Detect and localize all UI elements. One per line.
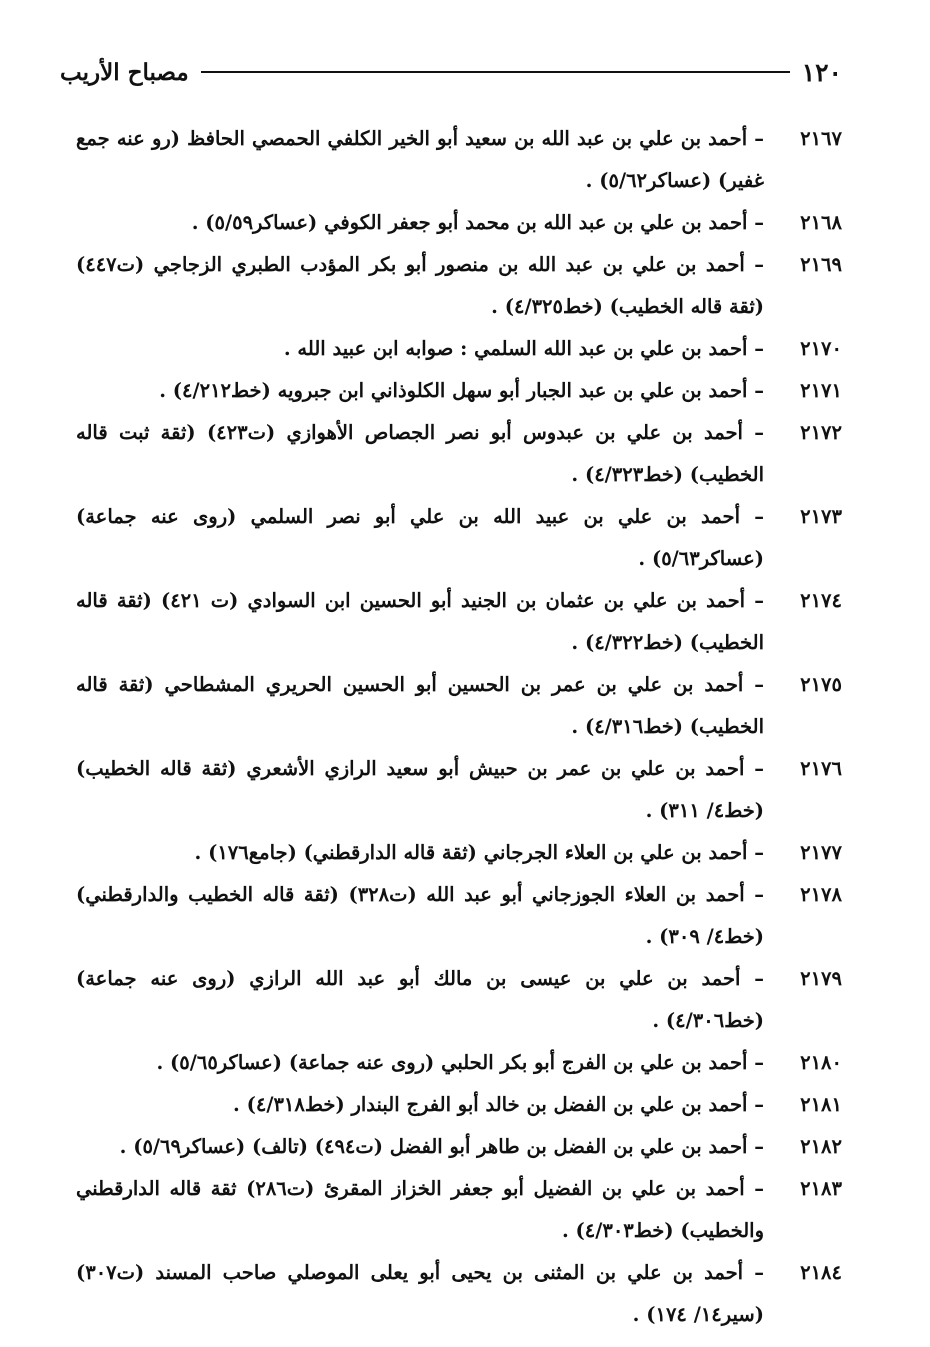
entry-number: ٢١٧٧: [800, 841, 842, 864]
entry-number: ٢١٨١: [800, 1093, 842, 1116]
entry-text: – أحمد بن علي بن الفضل بن خالد أبو الفرج البندار (خط٤/٣١٨) .: [233, 1093, 764, 1116]
entry-text: – أحمد بن العلاء الجوزجاني أبو عبد الله (ت٣٢٨) (ثقة قاله الخطيب والدارقطني) (خط٤/ ٣٠٩) .: [76, 883, 765, 948]
list-item: [76, 244, 842, 328]
list-item: [76, 1252, 842, 1336]
entry-number: ٢١٦٨: [800, 211, 842, 234]
list-item: [76, 370, 842, 412]
entry-text: – أحمد بن علي بن عبد الله السلمي : صوابه ابن عبيد الله .: [283, 337, 764, 360]
entry-number: ٢١٨٠: [800, 1051, 842, 1074]
entry-text: – أحمد بن علي بن عبد الله بن سعيد أبو الخير الكلفي الحمصي الحافظ (رو عنه جمع غفير) (عساكر٥/٦٢) .: [76, 127, 764, 192]
entry-number: ٢١٧٩: [800, 967, 842, 990]
list-item: [76, 958, 842, 1042]
entry-number: ٢١٧١: [800, 379, 842, 402]
list-item: [76, 664, 842, 748]
entry-text: – أحمد بن علي بن العلاء الجرجاني (ثقة قاله الدارقطني) (جامع١٧٦) .: [194, 841, 764, 864]
entry-number: ٢١٧٠: [800, 337, 842, 360]
entry-number: ٢١٧٨: [800, 883, 843, 906]
entry-text: – أحمد بن علي بن عمر بن حبيش أبو سعيد الرازي الأشعري (ثقة قاله الخطيب) (خط٤/ ٣١١) .: [76, 757, 764, 822]
list-item: [76, 118, 842, 202]
list-item: [76, 1084, 842, 1126]
page-number: ١٢٠: [801, 57, 842, 87]
entry-number: ٢١٨٢: [800, 1135, 842, 1158]
entry-text: – أحمد بن علي بن عمر بن الحسين أبو الحسين الحريري المشطاحي (ثقة قاله الخطيب) (خط٤/٣١٦) .: [76, 673, 764, 738]
entry-number: ٢١٦٧: [800, 127, 842, 150]
entry-number: ٢١٨٤: [800, 1261, 842, 1284]
list-item: [76, 496, 842, 580]
entry-text: – أحمد بن علي بن عبد الجبار أبو سهل الكلوذاني ابن جبرويه (خط٤/٢١٢) .: [159, 379, 764, 402]
entry-number: ٢١٨٣: [800, 1177, 842, 1200]
entry-number: ٢١٧٦: [800, 757, 842, 780]
list-item: [76, 1042, 842, 1084]
entry-number: ٢١٧٣: [800, 505, 842, 528]
entries-list: [76, 118, 842, 1336]
entry-text: – أحمد بن علي بن عبيد الله بن علي أبو نصر السلمي (روى عنه جماعة) (عساكر٥/٦٣) .: [76, 505, 764, 570]
entry-text: – أحمد بن علي بن عبد الله بن محمد أبو جعفر الكوفي (عساكر٥/٥٩) .: [191, 211, 764, 234]
list-item: [76, 1126, 842, 1168]
entry-number: ٢١٦٩: [800, 253, 842, 276]
list-item: [76, 1168, 842, 1252]
entry-text: – أحمد بن علي بن عبدوس أبو نصر الجصاص الأهوازي (ت٤٢٣) (ثقة ثبت قاله الخطيب) (خط٤/٣٢٣) .: [76, 421, 764, 486]
entry-text: – أحمد بن علي بن الفضل بن طاهر أبو الفضل (ت٤٩٤) (تالف) (عساكر٥/٦٩) .: [119, 1135, 764, 1158]
book-title: مصباح الأريب: [60, 58, 189, 86]
entry-number: ٢١٧٤: [800, 589, 843, 612]
entry-text: – أحمد بن علي بن الفرج أبو بكر الحلبي (روى عنه جماعة) (عساكر٥/٦٥) .: [156, 1051, 764, 1074]
list-item: [76, 328, 842, 370]
header-rule: [201, 71, 790, 73]
entry-text: – أحمد بن علي بن الفضيل أبو جعفر الخزاز المقرئ (ت٢٨٦) ثقة قاله الدارقطني والخطيب) (خط٤/٣٠٣) .: [76, 1177, 764, 1242]
entry-text: – أحمد بن علي بن عبد الله بن منصور أبو بكر المؤدب الطبري الزجاجي (ت٤٤٧) (ثقة قاله الخطيب) (خط٤/٣٢٥) .: [76, 253, 764, 318]
entry-text: – أحمد بن علي بن عثمان بن الجنيد أبو الحسين ابن السوادي (ت ٤٢١) (ثقة قاله الخطيب) (خط٤/٣٢٢) .: [76, 589, 765, 654]
entry-number: ٢١٧٥: [800, 673, 842, 696]
entry-text: – أحمد بن علي بن المثنى بن يحيى أبو يعلى الموصلي صاحب المسند (ت٣٠٧) (سير١٤/ ١٧٤) .: [76, 1261, 764, 1326]
list-item: [76, 580, 842, 664]
list-item: [76, 412, 842, 496]
list-item: [76, 202, 842, 244]
entry-text: – أحمد بن علي بن عيسى بن مالك أبو عبد الله الرازي (روى عنه جماعة) (خط٤/٣٠٦) .: [76, 967, 764, 1032]
list-item: [76, 832, 842, 874]
entry-number: ٢١٧٢: [800, 421, 842, 444]
list-item: [76, 874, 842, 958]
list-item: [76, 748, 842, 832]
page-header: [60, 52, 842, 92]
